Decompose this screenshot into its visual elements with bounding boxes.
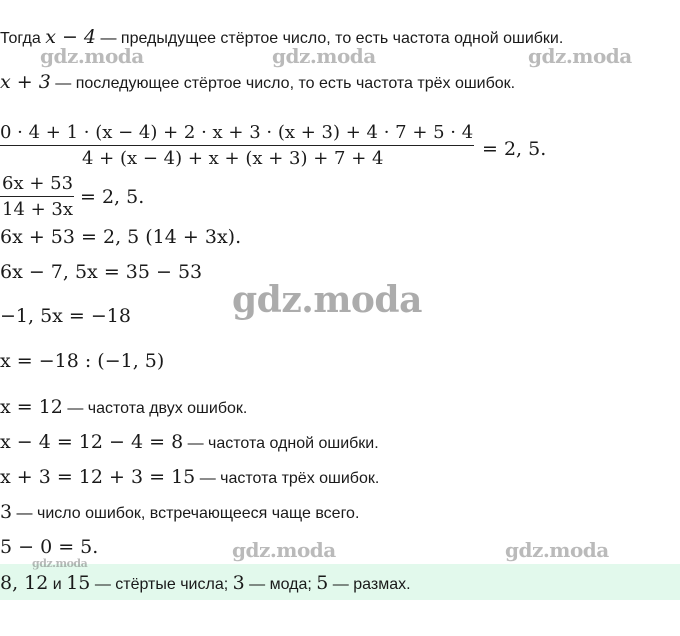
fraction1-numerator: 0 · 4 + 1 · (x − 4) + 2 · x + 3 · (x + 3) + 4 · 7 + 5 · 4 bbox=[0, 122, 474, 143]
answer-math-4: 5 bbox=[316, 572, 329, 594]
fraction2-bar bbox=[0, 196, 74, 197]
equation-line-10 bbox=[0, 501, 359, 525]
line8-text: — частота одной ошибки. bbox=[183, 435, 379, 452]
watermark: gdz.moda bbox=[32, 557, 88, 570]
watermark: gdz.moda bbox=[232, 538, 336, 562]
text-line-2 bbox=[0, 71, 515, 95]
watermark: gdz.moda bbox=[272, 44, 376, 68]
line2-text: — последующее стёртое число, то есть частота трёх ошибок. bbox=[50, 75, 516, 92]
equation-line-3: 6x + 53 = 2, 5 (14 + 3x). bbox=[0, 226, 242, 248]
answer-text-3: — мода; bbox=[244, 576, 317, 593]
equation-line-6: x = −18 : (−1, 5) bbox=[0, 350, 165, 372]
answer-text-2: — стёртые числа; bbox=[90, 576, 233, 593]
answer-math-1: 8, 12 bbox=[0, 572, 49, 594]
equation-line-7 bbox=[0, 396, 247, 420]
equation-line-9 bbox=[0, 466, 379, 490]
line9-text: — частота трёх ошибок. bbox=[195, 470, 380, 487]
equation-line-4: 6x − 7, 5x = 35 − 53 bbox=[0, 261, 203, 283]
fraction1-denominator: 4 + (x − 4) + x + (x + 3) + 7 + 4 bbox=[82, 148, 384, 169]
answer-math-2: 15 bbox=[66, 572, 91, 594]
watermark: gdz.moda bbox=[505, 538, 609, 562]
fraction-equation-2 bbox=[0, 173, 74, 220]
fraction-equation-1 bbox=[0, 122, 474, 169]
line10-text: — число ошибок, встречающееся чаще всего. bbox=[12, 505, 360, 522]
answer-line bbox=[0, 572, 411, 596]
fraction1-bar bbox=[0, 145, 474, 146]
watermark: gdz.moda bbox=[528, 44, 632, 68]
line7-math: x = 12 bbox=[0, 396, 63, 418]
line1-text: — предыдущее стёртое число, то есть частота одной ошибки. bbox=[96, 30, 564, 47]
equation-line-8 bbox=[0, 431, 379, 455]
line2-math: x + 3 bbox=[0, 71, 51, 93]
watermark: gdz.moda bbox=[40, 44, 144, 68]
equation-line-5: −1, 5x = −18 bbox=[0, 305, 131, 327]
answer-math-3: 3 bbox=[232, 572, 245, 594]
fraction1-rhs: = 2, 5. bbox=[482, 138, 547, 160]
answer-text-1: и bbox=[48, 576, 67, 593]
fraction2-denominator: 14 + 3x bbox=[2, 199, 74, 220]
line1-prefix: Тогда bbox=[0, 30, 46, 47]
equation-line-11: 5 − 0 = 5. bbox=[0, 536, 99, 558]
line1-math: x − 4 bbox=[45, 26, 97, 48]
fraction2-numerator: 6x + 53 bbox=[2, 173, 74, 194]
watermark: gdz.moda bbox=[232, 279, 422, 321]
line10-math: 3 bbox=[0, 501, 13, 523]
answer-text-4: — размах. bbox=[328, 576, 411, 593]
line8-math: x − 4 = 12 − 4 = 8 bbox=[0, 431, 184, 453]
line7-text: — частота двух ошибок. bbox=[62, 400, 248, 417]
fraction2-rhs: = 2, 5. bbox=[80, 186, 145, 208]
line9-math: x + 3 = 12 + 3 = 15 bbox=[0, 466, 196, 488]
